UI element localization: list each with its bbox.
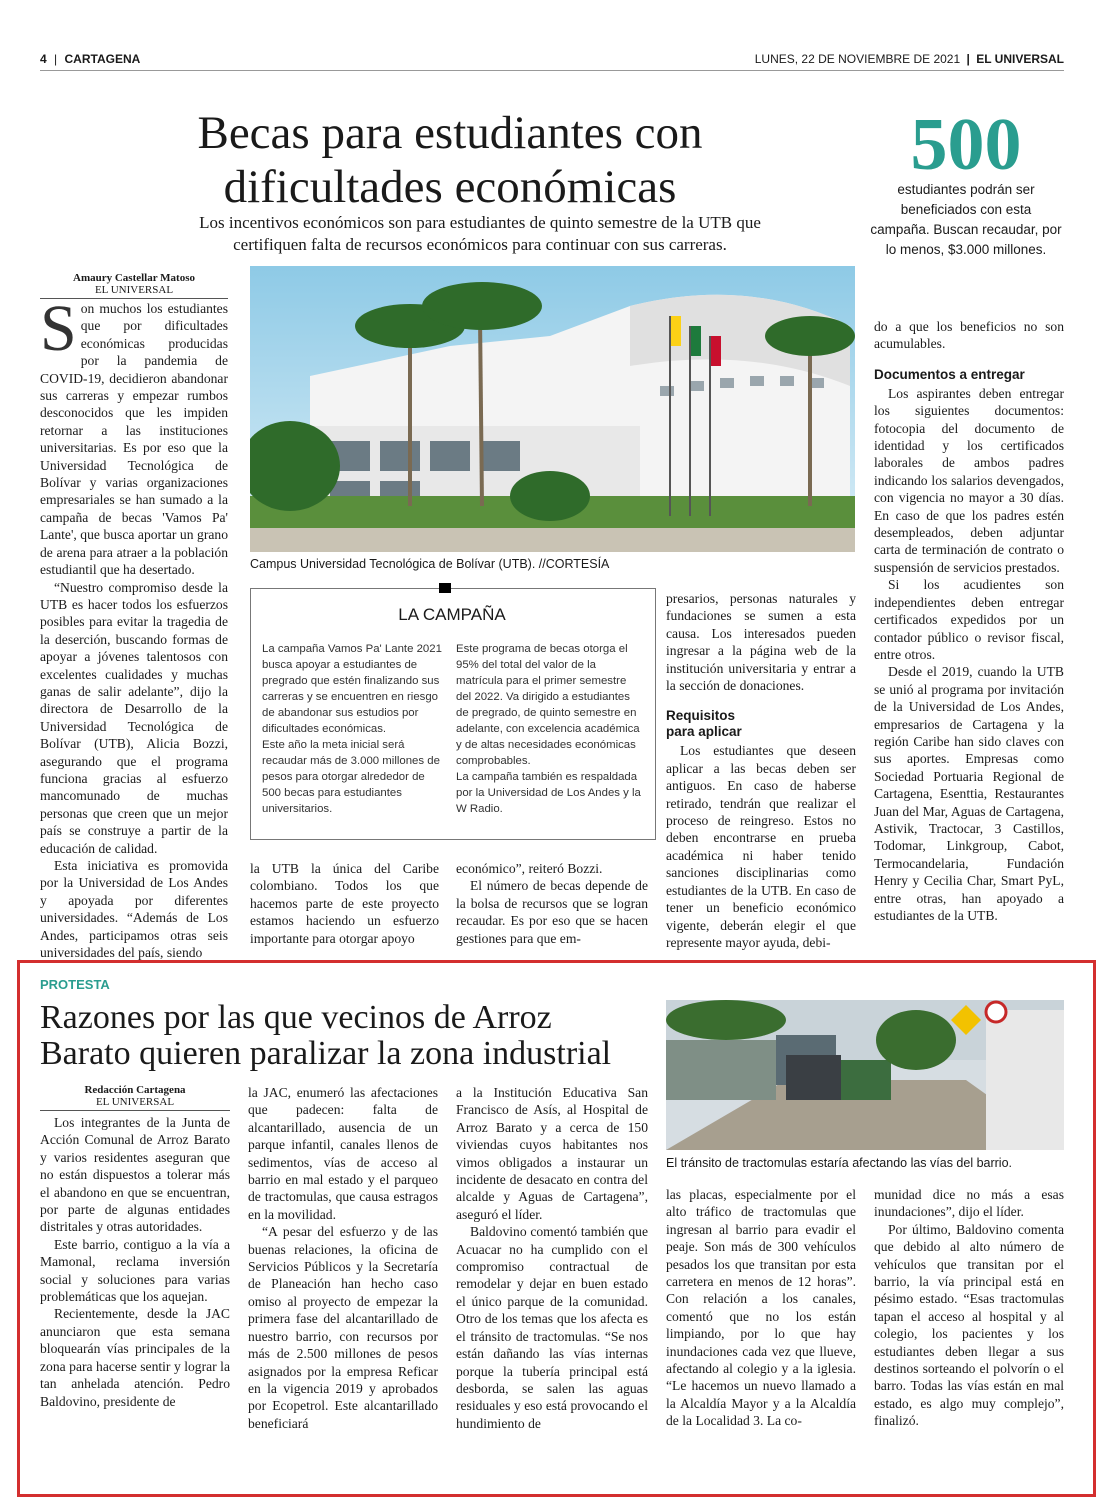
article1-title: Becas para estudiantes con dificultades económicas — [197, 107, 703, 213]
paper-name: EL UNIVERSAL — [976, 52, 1064, 66]
article2-byline: Redacción Cartagena EL UNIVERSAL — [84, 1084, 186, 1108]
article2-column-5: munidad dice no más a esas inundaciones”, dijo el líder. Por último, Baldovino comenta que debido al alto número de vehículos que transitan por el barrio, la vía principal está en pésimo estado. “Esas tractomulas tapan el acceso al hospital y al colegio, los pacientes y los estudiantes deben llegar a sus destinos sorteando el polvorín o el barro. Todas las vías están en mal estado, es algo muy complejo”, finalizó. — [874, 1187, 1064, 1429]
campus-photo — [250, 266, 855, 552]
campus-photo-illustration — [250, 266, 855, 552]
highlight-box: 500 estudiantes podrán ser beneficiados con esta campaña. Buscan recaudar, por lo menos, $3.000 millones. — [866, 110, 1066, 260]
street-photo-illustration — [666, 1000, 1064, 1150]
article1-subtitle: Los incentivos económicos son para estudiantes de quinto semestre de la UTB que certifiquen falta de recursos económicos para continuar con sus carreras. — [199, 213, 761, 254]
campus-photo-caption: Campus Universidad Tecnológica de Bolívar (UTB). //CORTESÍA — [250, 557, 610, 571]
documents-subhead: Documentos a entregar — [874, 366, 1025, 382]
page-number: 4 — [40, 52, 47, 66]
article2-column-3: a la Institución Educativa San Francisco de Asís, al Hospital de Arroz Barato y a cerca de 150 viviendas cuyos habitantes nos vimos obligados a instaurar un incidente de desacato en contra del alcalde y Aguas de Cartagena”, aseguró el líder. Baldovino comentó también que Acuacar no ha cumplido con el compromiso contractual de remodelar y dejar en buen estado el único parque de la comunidad. Otro de los temas que los afecta es el tránsito de tractomulas. “Se nos están dañando las vías internas porque la tubería principal está desborda, se salen las aguas residuales y eso está provocando el hundimiento de — [456, 1085, 648, 1431]
campaign-box-left: La campaña Vamos Pa' Lante 2021 busca apoyar a estudiantes de pregrado que estén finalizando sus carreras y se encuentren en riesgo de abandonar sus estudios por dificultades económicas. Este año la meta inicial será recaudar más de 3.000 millones de pesos para otorgar alrededor de 500 becas para estudiantes universitarios. — [262, 643, 442, 815]
highlight-number: 500 — [910, 104, 1022, 186]
drop-cap: S — [40, 292, 77, 365]
article1-column-4: presarios, personas naturales y fundaciones se sumen a esta causa. Los interesados pueden ingresar a la página web de la institución universitaria y entrar a la sección de donaciones. Requisitos para aplicar Los estudiantes que deseen aplicar a las becas deben ser antiguos. En caso de haberse retirado, tendrán que realizar el proceso de reingreso. Estos no deben encontrarse en prueba académica ni haber tenido sanciones disciplinarias como estudiantes de la UTB. En caso de tener un beneficio económico vigente, deberán elegir el que represente mayor ayuda, debi- — [666, 591, 856, 950]
campaign-box-title: LA CAMPAÑA — [398, 605, 506, 624]
section-name: CARTAGENA — [64, 52, 141, 66]
requirements-subhead: Requisitos para aplicar — [666, 708, 742, 740]
street-photo-caption: El tránsito de tractomulas estaría afectando las vías del barrio. — [666, 1156, 1013, 1170]
article2-kicker: PROTESTA — [40, 977, 110, 992]
article2-title: Razones por las que vecinos de Arroz Barato quieren paralizar la zona industrial — [40, 999, 612, 1072]
article2-column-1: Los integrantes de la Junta de Acción Comunal de Arroz Barato y varios residentes aseguran que no están dispuestos a tolerar más el abandono en que se encuentran, por parte de algunas entidades distritales y otras autoridades. Este barrio, contiguo a la vía a Mamonal, reclama inversión social y soluciones para varias problemáticas que los aquejan. Recientemente, desde la JAC anunciaron que esta semana bloquearán vías principales de la zona para hacerse sentir y lograr la tan anhelada atención. Pedro Baldovino, presidente de — [40, 1115, 230, 1409]
article1-byline: Amaury Castellar Matoso EL UNIVERSAL — [73, 272, 195, 296]
article1-column-5: do a que los beneficios no son acumulables. Documentos a entregar Los aspirantes deben entregar los siguientes documentos: fotocopia del documento de identidad y los certificados laborales de ambos padres indicando los salarios devengados, con vigencia no mayor a 30 días. En caso de que los padres estén desempleados, deben adjuntar carta de terminación de contrato o suspensión de servicios prestados. Si los acudientes son independientes deben entregar certificados expedidos por un contador público o revisor fiscal, entre otros. Desde el 2019, cuando la UTB se unió al programa por invitación de la Universidad de Los Andes, empresarios de Cartagena y la región Caribe han sido claves con sus aportes. Empresas como Sociedad Portuaria Regional de Cartagena, Esenttia, Restaurantes Juan del Mar, Aguas de Cartagena, Astivik, Tractocar, 3 Castillos, Todomar, Linkgroup, Cabot, Termocandelaria, Fundación Henry y Cecilia Char, Smart PyL, entre otras, han apoyado a estudiantes de la UTB. — [874, 319, 1064, 923]
campaign-box-right: Este programa de becas otorga el 95% del total del valor de la matrícula para el primer semestre del 2022. Va dirigido a estudiantes de pregrado, de quinto semestre en adelante, con excelencia académica y de altas necesidades económicas comprobables. La campaña también es respaldada por la Universidad de Los Andes y la W Radio. — [456, 643, 641, 815]
street-photo — [666, 1000, 1064, 1150]
page-header: 4 | CARTAGENA LUNES, 22 DE NOVIEMBRE DE 2021 | EL UNIVERSAL — [40, 52, 1064, 71]
article2-column-2: la JAC, enumeró las afectaciones que padecen: falta de alcantarillado, ausencia de un parque infantil, canales llenos de sedimentos, vías de acceso al barrio en mal estado y el parqueo de tractomulas, que causa estragos en la movilidad. “A pesar del esfuerzo y de las buenas relaciones, la oficina de Servicios Públicos y la Secretaría de Planeación han hecho caso omiso al proyecto de empezar la primera fase del alcantarillado de nuestro barrio, con recursos por más de 2.500 millones de pesos asignados por la empresa Reficar en la vigencia 2019 y aprobados por Ecopetrol. Este alcantarillado beneficiará — [248, 1085, 438, 1431]
article1-column-2: la UTB la única del Caribe colombiano. Todos los que hacemos parte de este proyecto estamos haciendo un esfuerzo importante para otorgar apoyo — [250, 861, 439, 946]
article2-column-4: las placas, especialmente por el alto tráfico de tractomulas que ingresan al barrio para evadir el peaje. Son más de 300 vehículos pesados los que transitan por esta carretera en menos de 12 horas”. Con relación a los canales, comentó que no los están limpiando, por lo que hay inundaciones cada vez que llueve, afectando al colegio y a la iglesia. “Le hacemos un nuevo llamado a la Alcaldía Mayor y a la Alcaldía de la Localidad 3. La co- — [666, 1187, 856, 1429]
article1-column-3: económico”, reiteró Bozzi. El número de becas depende de la bolsa de recursos que se logran recaudar. Es por eso que se hacen gestiones para que em- — [456, 861, 648, 946]
article1-column-1: S on muchos los estudiantes que por dificultades económicas producidas por la pandemia de COVID-19, decidieron abandonar sus carreras y empezar rumbos desconocidos que les impiden retornar a las instituciones universitarias. Es por eso que la Universidad Tecnológica de Bolívar y varias organizaciones empresariales se han sumado a la campaña de becas 'Vamos Pa' Lante', que busca aportar un grano de arena para atraer a la población estudiantil que ha desertado. “Nuestro compromiso desde la UTB es hacer todos los esfuerzos posibles para evitar la tragedia de la deserción, buscando formas de apoyar a jóvenes talentosos con excelentes cualidades y muchas ganas de salir adelante”, dijo la directora de Desarrollo de la Universidad Tecnológica de Bolívar (UTB), Alicia Bozzi, asegurando que el programa funciona gracias al esfuerzo mancomunado de muchas personas que creen que un mejor país se construye a partir de la educación de calidad. Esta iniciativa es promovida por la Universidad de Los Andes y apoyada por diferentes universidades. “Además de Los Andes, participamos otras seis universidades del país, siendo — [40, 292, 228, 961]
issue-date: LUNES, 22 DE NOVIEMBRE DE 2021 — [754, 52, 961, 66]
